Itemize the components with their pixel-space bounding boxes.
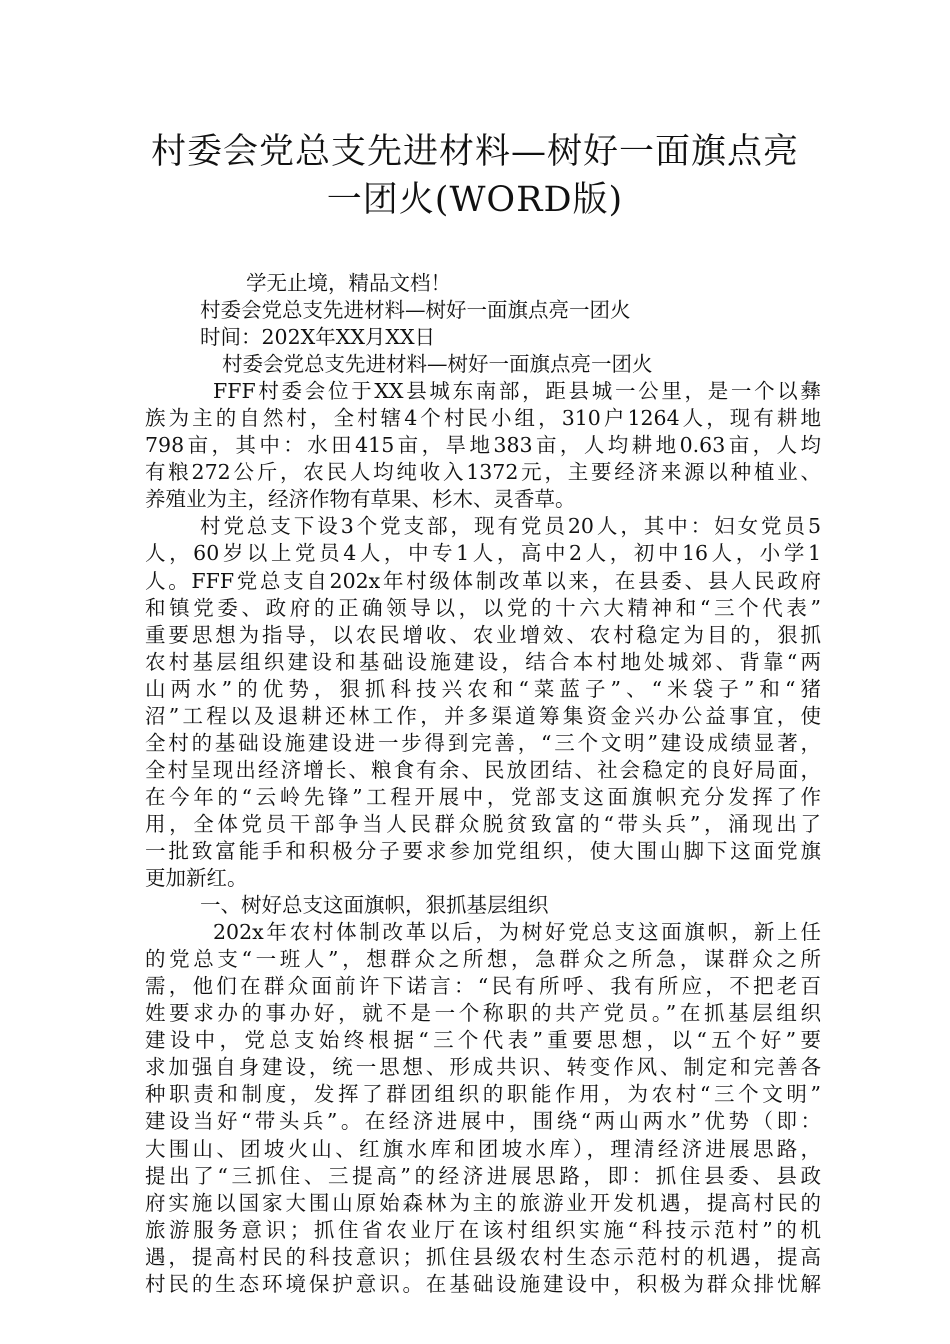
paragraph-line: 提出了“三抓住、三提高”的经济进展思路，即：抓住县委、县政: [145, 1163, 821, 1188]
paragraph-line: 建设中，党总支始终根据“三个代表”重要思想，以“五个好”要: [145, 1028, 821, 1053]
title-line-2: 一团火(WORD版): [326, 180, 624, 220]
paragraph-line: 山两水”的优势，狠抓科技兴农和“菜蓝子”、“米袋子”和“猪: [145, 676, 821, 701]
paragraph-line: 村党总支下设3个党支部，现有党员20人，其中：妇女党员5: [200, 514, 821, 539]
paragraph-line: 沼”工程以及退耕还林工作，并多渠道筹集资金兴办公益事宜，使: [145, 703, 821, 728]
document-body: [145, 270, 821, 1298]
inner-title: 村委会党总支先进材料—树好一面旗点亮一团火: [222, 352, 653, 377]
paragraph-line: 种职责和制度，发挥了群团组织的职能作用，为农村“三个文明”: [145, 1082, 821, 1107]
paragraph-line: 遇，提高村民的科技意识；抓住县级农村生态示范村的机遇，提高: [145, 1244, 821, 1269]
paragraph-line: 用，全体党员干部争当人民群众脱贫致富的“带头兵”，涌现出了: [145, 811, 821, 836]
paragraph-line: 旅游服务意识；抓住省农业厅在该村组织实施“科技示范村”的机: [145, 1217, 821, 1242]
paragraph-line: 人，60岁以上党员4人，中专1人，高中2人，初中16人，小学1: [145, 541, 821, 566]
paragraph-line: 202x年农村体制改革以后，为树好党总支这面旗帜，新上任: [213, 920, 821, 945]
paragraph-line: 798亩，其中：水田415亩，旱地383亩，人均耕地0.63亩，人均: [145, 433, 821, 458]
paragraph-line: 和镇党委、政府的正确领导以，以党的十六大精神和“三个代表”: [145, 595, 821, 620]
paragraph-line: 养殖业为主，经济作物有草果、杉木、灵香草。: [145, 487, 576, 512]
paragraph-line: 姓要求办的事办好，就不是一个称职的共产党员。”在抓基层组织: [145, 1001, 821, 1026]
paragraph-line: 人。FFF党总支自202x年村级体制改革以来，在县委、县人民政府: [145, 568, 821, 593]
paragraph-line: 一批致富能手和积极分子要求参加党组织，使大围山脚下这面党旗: [145, 838, 821, 863]
paragraph-line: 在今年的“云岭先锋”工程开展中，党部支这面旗帜充分发挥了作: [145, 784, 821, 809]
date-line: 时间：202X年XX月XX日: [200, 325, 436, 350]
paragraph-line: 求加强自身建设，统一思想、形成共识、转变作风、制定和完善各: [145, 1055, 821, 1080]
title-line-1: 村委会党总支先进材料—树好一面旗点亮: [150, 132, 799, 172]
header-motto: 学无止境，精品文档！: [246, 271, 451, 295]
paragraph-line: 农村基层组织建设和基础设施建设，结合本村地处城郊、背靠“两: [145, 649, 821, 674]
paragraph-line: 全村的基础设施建设进一步得到完善，“三个文明”建设成绩显著，: [145, 730, 821, 755]
paragraph-line: 的党总支“一班人”，想群众之所想，急群众之所急，谋群众之所: [145, 947, 821, 972]
paragraph-line: 更加新红。: [145, 866, 248, 891]
paragraph-line: 大围山、团坡火山、红旗水库和团坡水库），理清经济进展思路，: [145, 1136, 821, 1161]
paragraph-line: 族为主的自然村，全村辖4个村民小组，310户1264人，现有耕地: [145, 406, 821, 431]
paragraph-line: 有粮272公斤，农民人均纯收入1372元，主要经济来源以种植业、: [145, 460, 821, 485]
paragraph-line: FFF村委会位于XX县城东南部，距县城一公里，是一个以彝: [213, 379, 821, 404]
paragraph-line: 村民的生态环境保护意识。在基础设施建设中，积极为群众排忧解: [145, 1271, 821, 1296]
section-heading: 一、树好总支这面旗帜，狠抓基层组织: [200, 893, 549, 918]
document-subtitle: 村委会党总支先进材料—树好一面旗点亮一团火: [200, 298, 631, 323]
document-title: [150, 128, 800, 224]
paragraph-line: 府实施以国家大围山原始森林为主的旅游业开发机遇，提高村民的: [145, 1190, 821, 1215]
paragraph-line: 全村呈现出经济增长、粮食有余、民放团结、社会稳定的良好局面，: [145, 757, 821, 782]
paragraph-line: 建设当好“带头兵”。在经济进展中，围绕“两山两水”优势（即：: [145, 1109, 821, 1134]
paragraph-line: 需，他们在群众面前许下诺言：“民有所呼、我有所应，不把老百: [145, 974, 821, 999]
paragraph-line: 重要思想为指导，以农民增收、农业增效、农村稳定为目的，狠抓: [145, 622, 821, 647]
